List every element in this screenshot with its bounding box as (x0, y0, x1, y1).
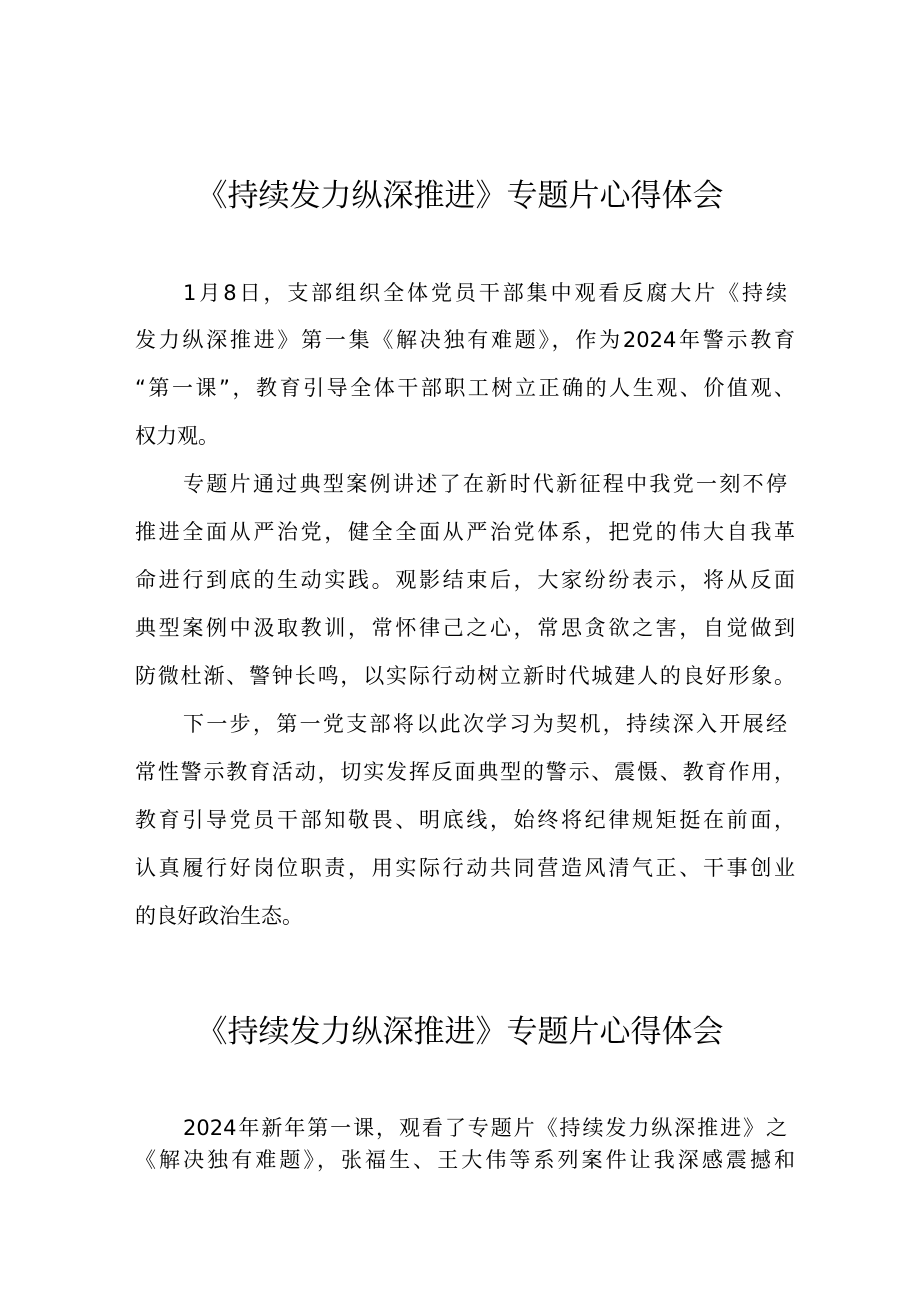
document-title: 《持续发力纵深推进》专题片心得体会 (196, 178, 724, 214)
paragraph-line: 命进行到底的生动实践。观影结束后，大家纷纷表示，将从反面 (135, 568, 795, 592)
paragraph-line: 1月8日，支部组织全体党员干部集中观看反腐大片《持续 (183, 281, 787, 305)
paragraph-line: 防微杜渐、警钟长鸣，以实际行动树立新时代城建人的良好形象。 (135, 664, 795, 688)
paragraph-line: 权力观。 (135, 424, 219, 448)
paragraph-line: 2024年新年第一课，观看了专题片《持续发力纵深推进》之 (183, 1116, 787, 1140)
paragraph-line: 常性警示教育活动，切实发挥反面典型的警示、震慑、教育作用， (135, 760, 795, 784)
paragraph-line: 《解决独有难题》，张福生、王大伟等系列案件让我深感震撼和 (135, 1148, 795, 1172)
paragraph-line: 典型案例中汲取教训，常怀律己之心，常思贪欲之害，自觉做到 (135, 616, 795, 640)
paragraph-line: 认真履行好岗位职责，用实际行动共同营造风清气正、干事创业 (135, 856, 795, 880)
paragraph-line: 专题片通过典型案例讲述了在新时代新征程中我党一刻不停 (183, 472, 787, 496)
document-title: 《持续发力纵深推进》专题片心得体会 (196, 1014, 724, 1050)
paragraph-line: 教育引导党员干部知敬畏、明底线，始终将纪律规矩挺在前面， (135, 808, 795, 832)
paragraph-line: “第一课”，教育引导全体干部职工树立正确的人生观、价值观、 (135, 376, 795, 400)
paragraph-line: 的良好政治生态。 (135, 904, 303, 928)
paragraph-line: 下一步，第一党支部将以此次学习为契机，持续深入开展经 (183, 712, 787, 736)
paragraph-line: 推进全面从严治党，健全全面从严治党体系，把党的伟大自我革 (135, 520, 795, 544)
paragraph-line: 发力纵深推进》第一集《解决独有难题》，作为2024年警示教育 (135, 328, 795, 352)
